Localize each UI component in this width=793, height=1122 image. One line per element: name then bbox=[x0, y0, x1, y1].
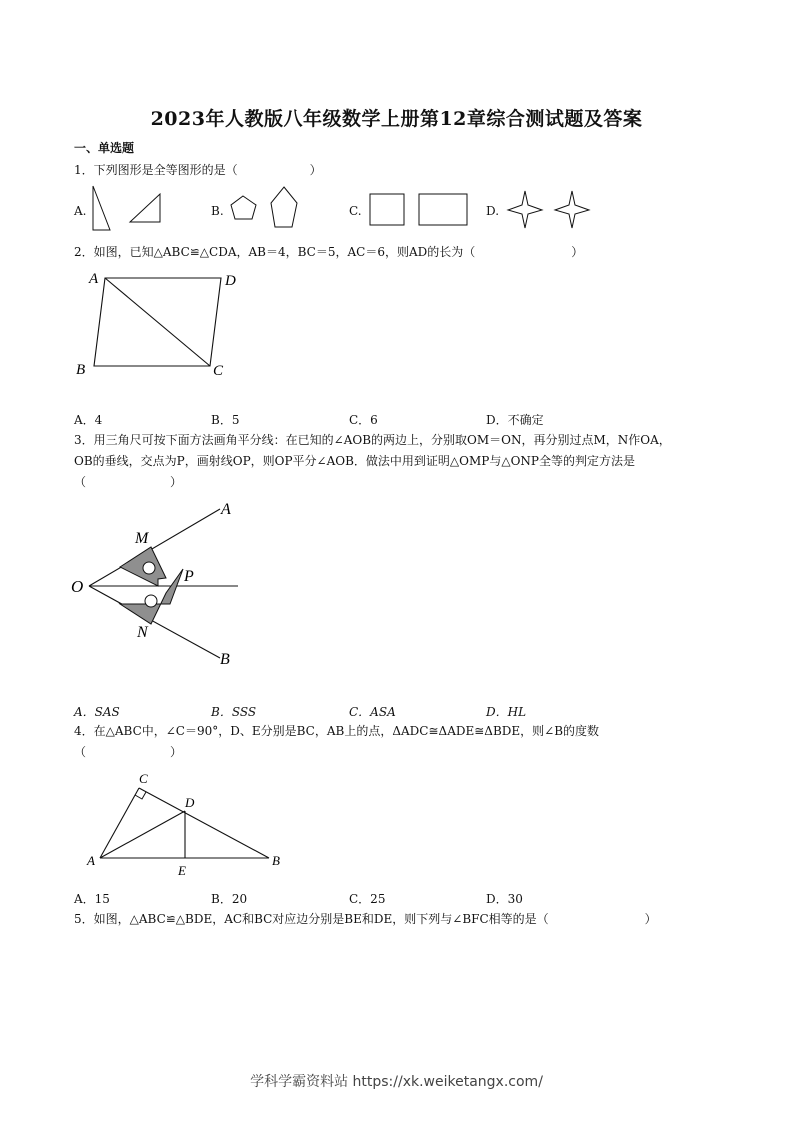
q1-option-d-label: D. bbox=[486, 204, 500, 218]
section-heading: 一、单选题 bbox=[74, 141, 135, 155]
q4-label-c: C bbox=[139, 771, 148, 786]
q1-option-c-label: C. bbox=[349, 204, 362, 218]
q3-option-b: B．SSS bbox=[211, 705, 257, 719]
q2-option-d: D．不确定 bbox=[486, 413, 544, 427]
q2-label-b: B bbox=[76, 362, 86, 378]
page-title: 2023年人教版八年级数学上册第12章综合测试题及答案 bbox=[150, 108, 643, 130]
q3-option-a: A．SAS bbox=[74, 705, 120, 719]
q2-label-d: D bbox=[225, 273, 236, 289]
q3-label-p: P bbox=[184, 568, 194, 585]
q2-option-b: B．5 bbox=[211, 413, 240, 427]
question-4-line-1: 4．在△ABC中，∠C＝90°，D、E分别是BC，AB上的点，ΔADC≅ΔADE≅ΔBDE，则∠B的度数 bbox=[74, 724, 600, 738]
question-4-line-2: （ ） bbox=[74, 745, 183, 759]
question-1-stem: 1．下列图形是全等图形的是（ ） bbox=[74, 163, 322, 177]
q4-right-triangle-figure bbox=[82, 766, 292, 881]
q1-option-b-label: B. bbox=[211, 204, 224, 218]
q2-label-c: C bbox=[213, 363, 224, 379]
question-2-stem: 2．如图，已知△ABC≌△CDA，AB＝4，BC＝5，AC＝6，则AD的长为（ ） bbox=[74, 245, 584, 259]
question-3-line-3: （ ） bbox=[74, 475, 183, 489]
q4-label-e: E bbox=[178, 863, 186, 878]
q3-label-b: B bbox=[220, 651, 230, 668]
q1-option-a-label: A. bbox=[74, 204, 87, 218]
q1-option-c-figure bbox=[366, 190, 471, 230]
question-3-line-2: OB的垂线，交点为P，画射线OP，则OP平分∠AOB．做法中用到证明△OMP与△ONP全等的判定方法是 bbox=[74, 454, 636, 468]
q3-label-n: N bbox=[137, 624, 148, 641]
q3-angle-bisector-figure bbox=[68, 497, 248, 672]
q3-label-m: M bbox=[135, 530, 149, 547]
q1-option-a-figure bbox=[88, 184, 168, 234]
q3-option-d: D．HL bbox=[486, 705, 527, 719]
q2-option-a: A．4 bbox=[74, 413, 103, 427]
question-3-line-1: 3．用三角尺可按下面方法画角平分线：在已知的∠AOB的两边上，分别取OM＝ON，再分别过点M，N作OA， bbox=[74, 433, 671, 447]
q4-option-b: B．20 bbox=[211, 892, 248, 906]
q4-label-b: B bbox=[272, 853, 280, 868]
q2-label-a: A bbox=[89, 271, 99, 287]
q4-label-a: A bbox=[87, 853, 95, 868]
q3-label-o: O bbox=[71, 577, 84, 596]
q4-option-c: C．25 bbox=[349, 892, 386, 906]
q1-option-d-figure bbox=[505, 188, 595, 232]
q3-option-c: C．ASA bbox=[349, 705, 396, 719]
q2-option-c: C．6 bbox=[349, 413, 378, 427]
q1-option-b-figure bbox=[228, 184, 303, 234]
footer-watermark: 学科学霸资料站 https://xk.weiketangx.com/ bbox=[250, 1074, 543, 1090]
q4-label-d: D bbox=[185, 795, 195, 810]
q4-option-d: D．30 bbox=[486, 892, 523, 906]
question-5-stem: 5．如图，△ABC≌△BDE，AC和BC对应边分别是BE和DE，则下列与∠BFC相等的是（ ） bbox=[74, 912, 657, 926]
q2-parallelogram-figure bbox=[70, 265, 260, 385]
q3-label-a: A bbox=[221, 501, 231, 518]
q4-option-a: A．15 bbox=[74, 892, 110, 906]
